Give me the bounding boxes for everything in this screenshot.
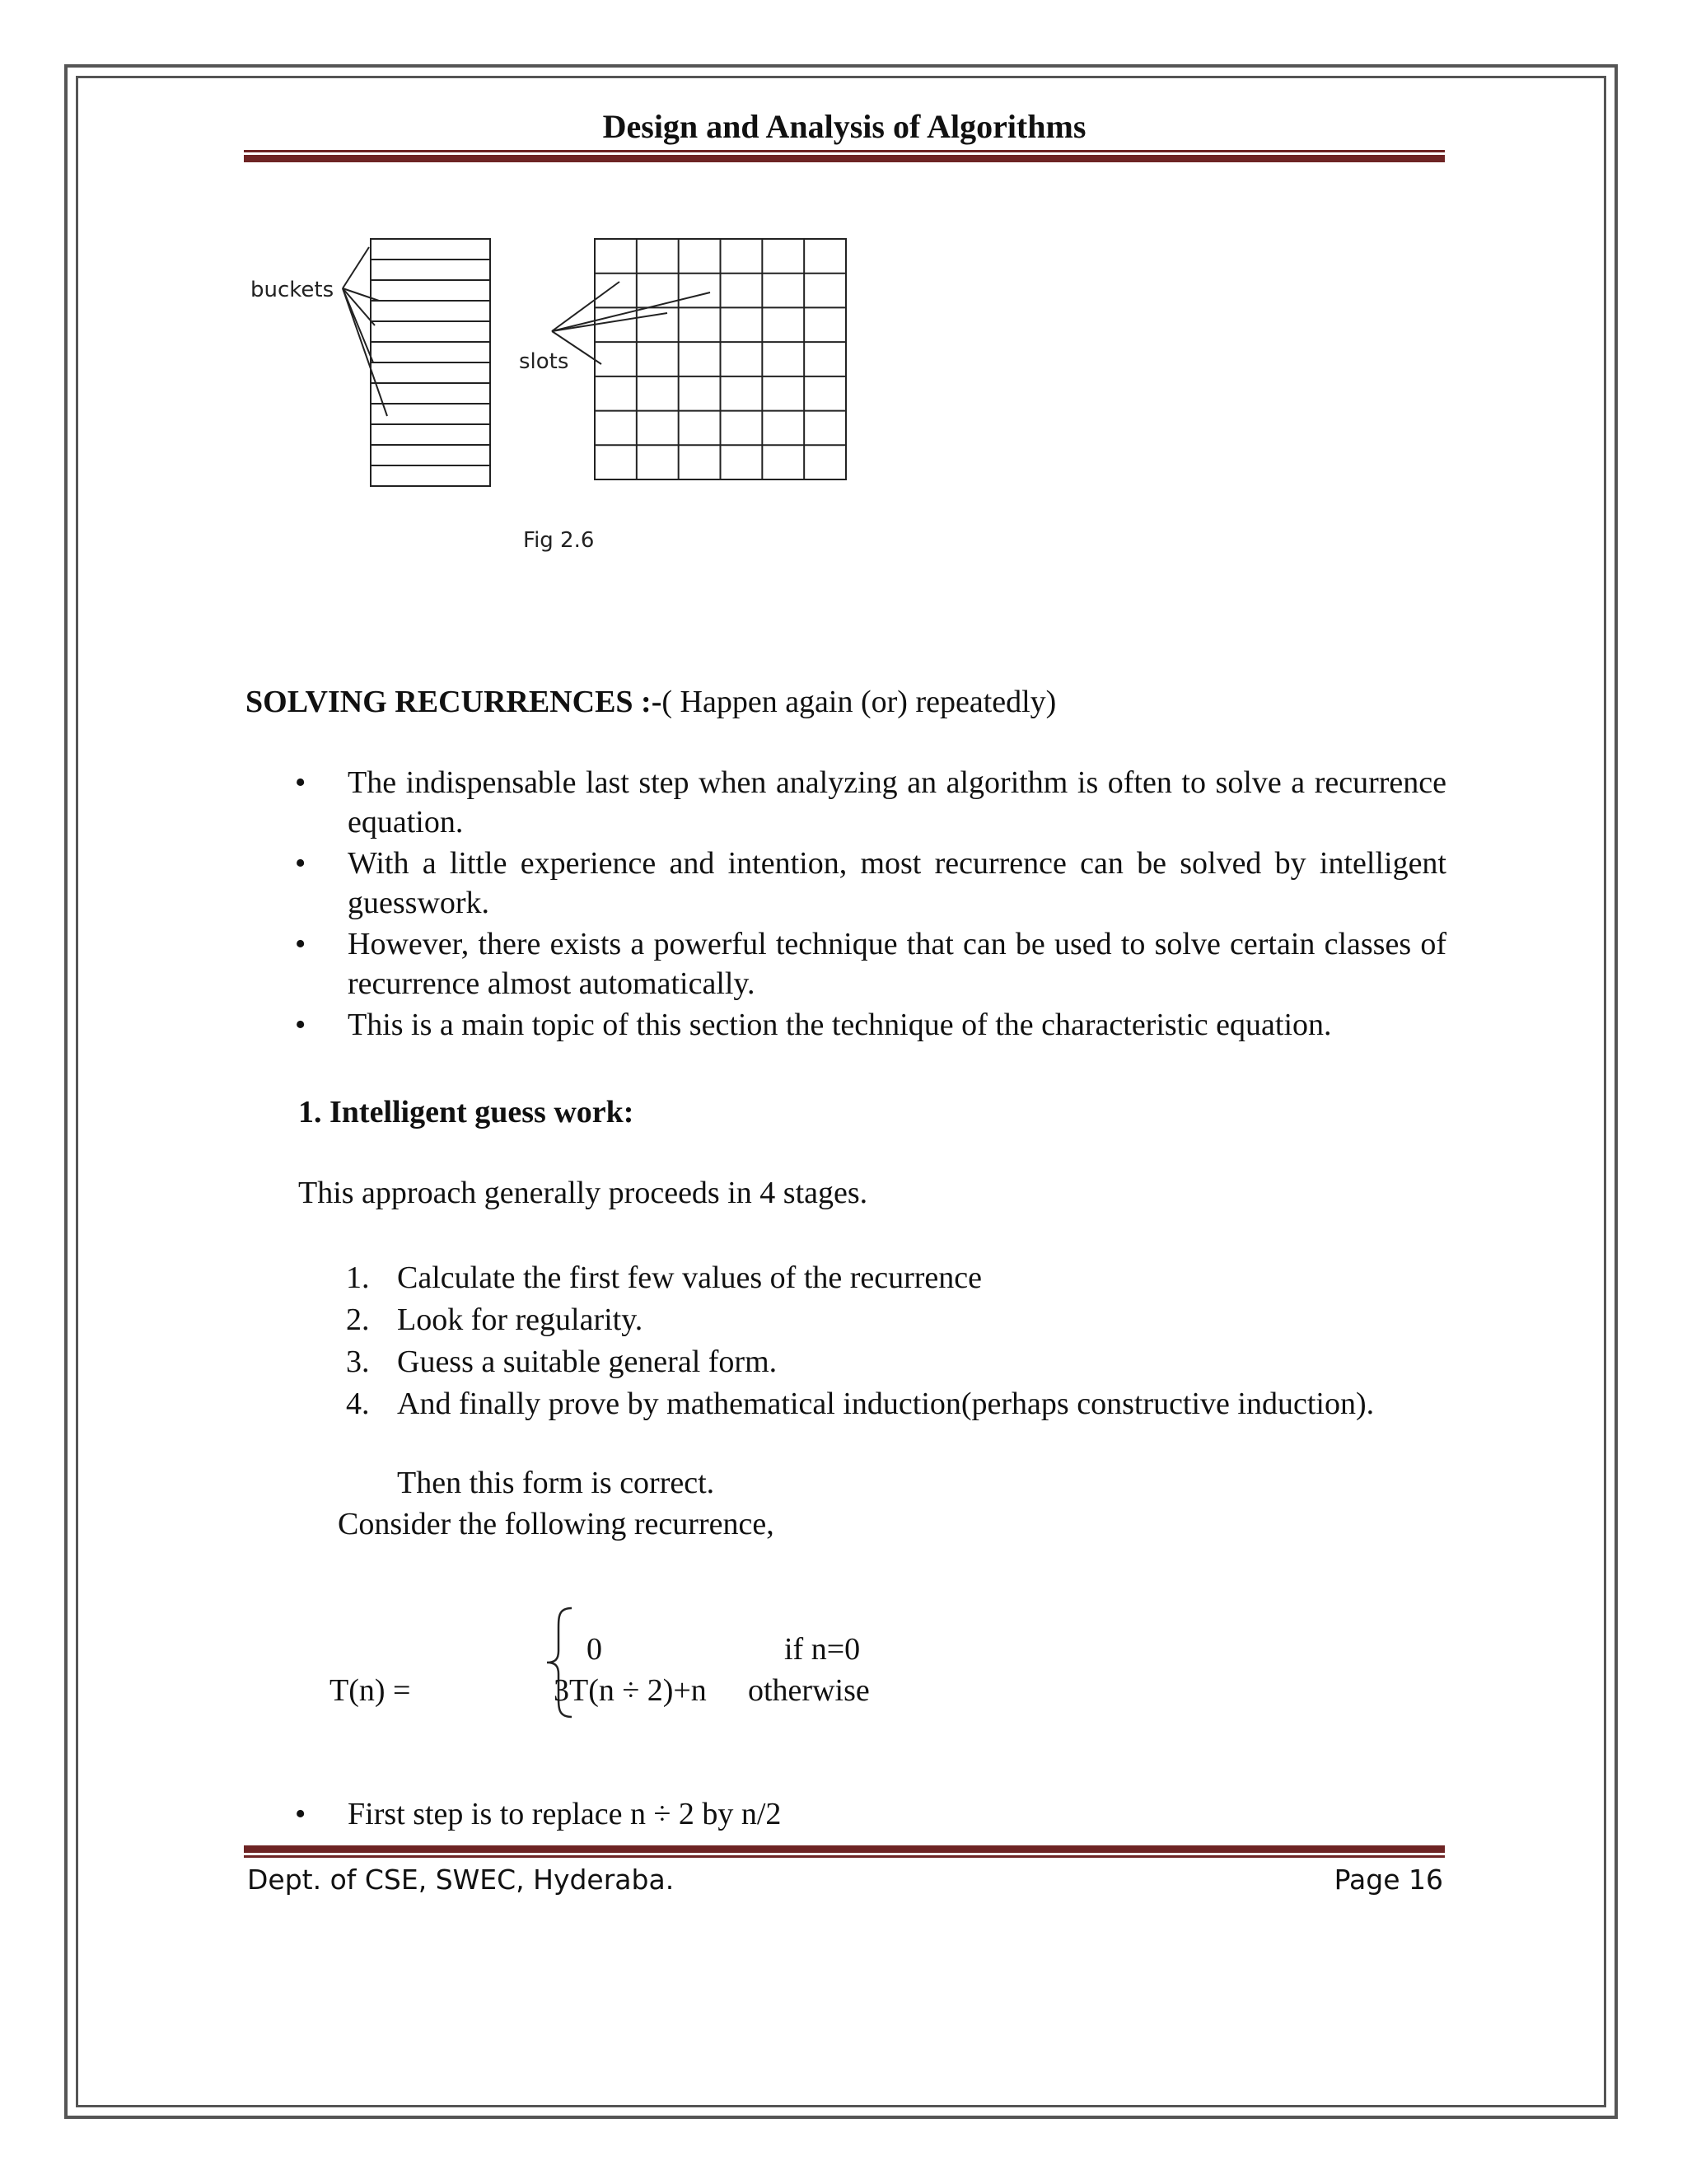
section-title-rest: ( Happen again (or) repeatedly) xyxy=(661,685,1057,719)
list-item: • This is a main topic of this section the technique of the characteristic equation. xyxy=(295,1005,1446,1045)
list-item xyxy=(346,1383,1374,1425)
footer-page-number: Page 16 xyxy=(1334,1864,1443,1896)
step-number: 1. xyxy=(346,1260,370,1295)
slot-grid xyxy=(595,239,846,479)
figure-label-buckets: buckets xyxy=(250,278,334,302)
figure-caption: Fig 2.6 xyxy=(523,528,595,553)
list-item xyxy=(295,1796,781,1832)
figure-label-slots: slots xyxy=(519,349,569,374)
list-item xyxy=(346,1257,1374,1299)
step-text: Guess a suitable general form. xyxy=(397,1345,778,1379)
intro-text: This approach generally proceeds in 4 stages. xyxy=(298,1176,868,1210)
header-rule xyxy=(244,150,1445,162)
list-item: • The indispensable last step when analyzing an algorithm is often to solve a recurrence equation. xyxy=(295,763,1446,842)
then-text: Then this form is correct. xyxy=(397,1466,715,1500)
footer-rule xyxy=(244,1845,1445,1858)
step-number: 2. xyxy=(346,1302,370,1337)
step-text: Look for regularity. xyxy=(397,1302,643,1337)
list-item: • With a little experience and intention, most recurrence can be solved by intelligent guesswork. xyxy=(295,844,1446,923)
consider-text: Consider the following recurrence, xyxy=(338,1507,774,1541)
footer-department: Dept. of CSE, SWEC, Hyderaba. xyxy=(247,1864,675,1896)
equation-case2-condition: otherwise xyxy=(748,1673,870,1708)
bucket-table xyxy=(371,239,490,486)
list-item xyxy=(346,1299,1374,1341)
equation-case1-condition: if n=0 xyxy=(784,1632,861,1667)
subsection-title: 1. Intelligent guess work: xyxy=(298,1095,634,1129)
step-text: And finally prove by mathematical induction(perhaps constructive induction). xyxy=(397,1387,1375,1421)
section-title-bold: SOLVING RECURRENCES :- xyxy=(245,685,662,719)
equation-case1-value: 0 xyxy=(586,1632,602,1667)
last-bullet-text: First step is to replace n ÷ 2 by n/2 xyxy=(348,1797,782,1831)
step-text: Calculate the first few values of the recurrence xyxy=(397,1260,983,1295)
bullet-list xyxy=(295,763,1446,1045)
header-title: Design and Analysis of Algorithms xyxy=(602,108,1087,145)
list-item: • However, there exists a powerful technique that can be used to solve certain classes of recurrence almost automatically. xyxy=(295,924,1446,1003)
steps-list xyxy=(346,1257,1374,1425)
figure-buckets-slots xyxy=(239,231,865,577)
bullet-icon: • xyxy=(295,1797,306,1831)
step-number: 3. xyxy=(346,1345,370,1379)
step-number: 4. xyxy=(346,1387,370,1421)
equation-lhs: T(n) = xyxy=(329,1673,411,1708)
equation-case2-value: 3T(n ÷ 2)+n xyxy=(554,1673,707,1708)
section-title xyxy=(245,684,1056,720)
list-item xyxy=(346,1341,1374,1383)
